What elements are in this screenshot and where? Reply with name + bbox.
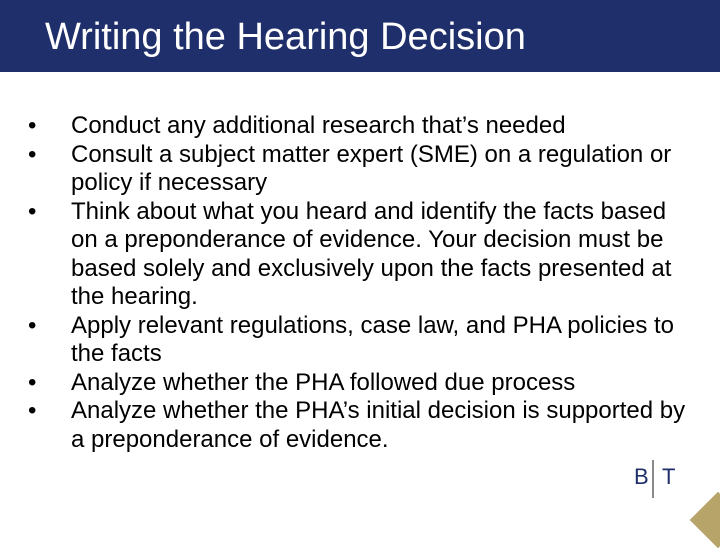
bullet-item [28, 397, 688, 454]
bt-logo [634, 460, 684, 500]
bullet-marker: • [28, 112, 37, 139]
logo-letter-t: T [662, 464, 676, 489]
bullet-marker: • [28, 397, 37, 424]
bullet-marker: • [28, 311, 37, 339]
bullet-item [28, 141, 688, 198]
bullet-item [28, 198, 688, 312]
bullet-marker: • [28, 140, 37, 168]
bullet-text: Analyze whether the PHA’s initial decision is supported by a preponderance of evidence. [71, 397, 686, 453]
bullet-text: Analyze whether the PHA followed due process [71, 368, 576, 396]
logo-divider [652, 460, 654, 498]
logo-letter-b: B [634, 464, 649, 489]
bullet-marker: • [28, 368, 37, 396]
bullet-text: Consult a subject matter expert (SME) on a regulation or policy if necessary [71, 140, 672, 196]
bullet-text: Apply relevant regulations, case law, and PHA policies to the facts [71, 311, 675, 367]
bullet-marker: • [28, 197, 37, 225]
bullet-list [28, 112, 688, 454]
slide-title: Writing the Hearing Decision [45, 16, 526, 58]
bullet-text: Conduct any additional research that’s needed [71, 112, 566, 139]
bullet-text: Think about what you heard and identify the facts based on a preponderance of evidence. Your decision must be based solely and exclusively upon the facts presented at the hearing. [71, 197, 672, 310]
bullet-item [28, 369, 688, 398]
title-bar [0, 0, 720, 72]
bullet-item [28, 112, 688, 141]
bullet-item [28, 312, 688, 369]
